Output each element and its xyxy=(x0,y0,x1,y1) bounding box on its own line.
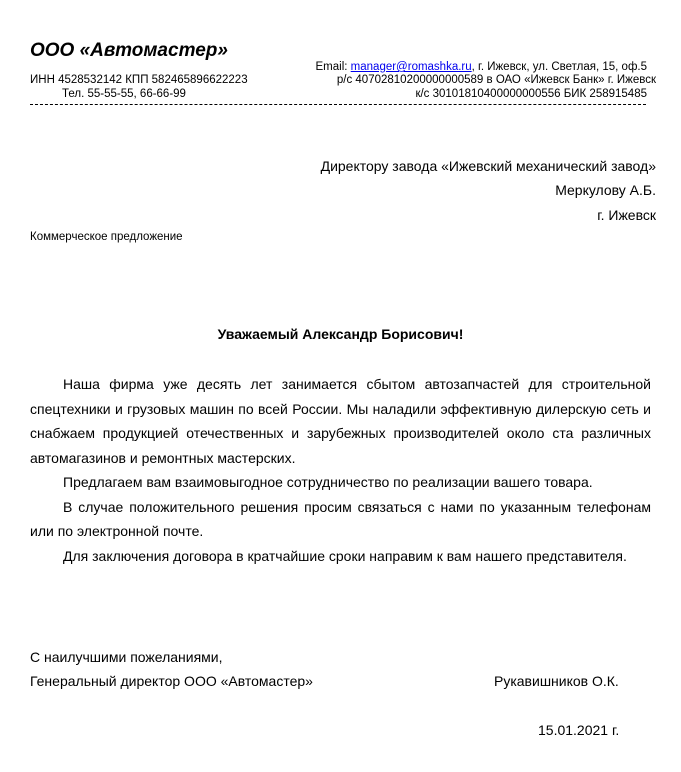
body-paragraph-3: В случае положительного решения просим связаться с нами по указанным телефонам или по электронной почте. xyxy=(30,498,651,539)
email-link[interactable]: manager@romashka.ru xyxy=(350,61,472,73)
signer-position: Генеральный директор ООО «Автомастер» xyxy=(30,673,313,689)
bank-account: р/с 40702810200000000589 в ОАО «Ижевск Банк» г. Ижевск xyxy=(336,74,656,86)
company-phone: Тел. 55-55-55, 66-66-99 xyxy=(62,88,186,100)
body-paragraph-2: Предлагаем вам взаимовыгодное сотрудничество по реализации вашего товара. xyxy=(63,474,593,490)
letter-date: 15.01.2021 г. xyxy=(538,722,620,738)
inn-kpp: ИНН 4528532142 КПП 582465896622223 xyxy=(30,74,248,86)
closing-regards: С наилучшими пожеланиями, xyxy=(30,649,223,665)
body-paragraph-4: Для заключения договора в кратчайшие сроки направим к вам нашего представителя. xyxy=(63,547,627,564)
recipient-line-1: Директору завода «Ижевский механический завод» xyxy=(320,158,656,174)
recipient-line-3: г. Ижевск xyxy=(597,207,656,223)
document-type: Коммерческое предложение xyxy=(30,231,183,243)
recipient-line-2: Меркулову А.Б. xyxy=(555,182,656,198)
company-address: , г. Ижевск, ул. Светлая, 15, оф.5 xyxy=(471,61,647,73)
header-divider xyxy=(30,104,646,105)
corr-account: к/с 30101810400000000556 БИК 258915485 xyxy=(415,88,647,100)
signer-name: Рукавишников О.К. xyxy=(494,673,619,689)
greeting: Уважаемый Александр Борисович! xyxy=(217,326,464,342)
body-paragraph-1: Наша фирма уже десять лет занимается сбытом автозапчастей для строительной спецтехники и грузовых машин по всей России. Мы наладили эффективную дилерскую сеть и снабжаем продукцией отечественных и зарубежных производителей около ста различных автомагазинов и ремонтных мастерских. xyxy=(30,376,651,466)
email-label: Email: xyxy=(315,61,351,73)
letter-body xyxy=(30,372,651,568)
company-name: ООО «Автомастер» xyxy=(30,40,228,61)
email-address-line xyxy=(316,61,647,74)
